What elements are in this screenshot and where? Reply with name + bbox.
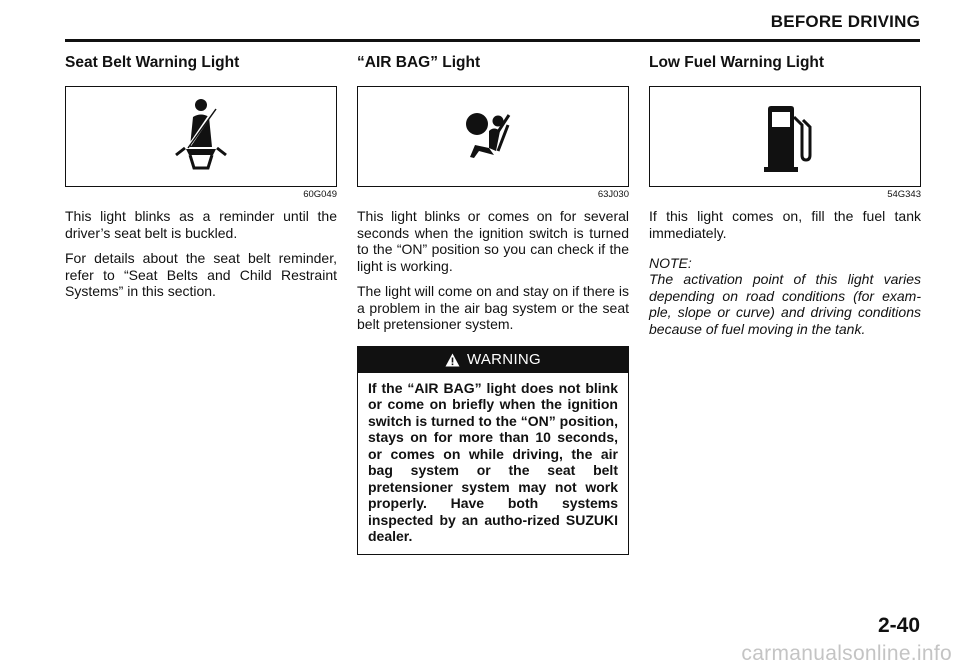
page-header-title: BEFORE DRIVING — [770, 12, 920, 31]
seatbelt-paragraph: For details about the seat belt reminder, refer to “Seat Belts and Child Restraint Systems” in this section. — [65, 250, 337, 299]
seatbelt-title: Seat Belt Warning Light — [65, 54, 240, 71]
fuel-title: Low Fuel Warning Light — [649, 54, 825, 71]
fuel-figure-code: 54G343 — [887, 189, 921, 200]
fuel-paragraph: If this light comes on, fill the fuel tank immediately. — [649, 208, 921, 241]
fuel-figure — [649, 86, 921, 187]
footer-watermark[interactable]: carmanualsonline.info — [741, 642, 952, 665]
seatbelt-figure — [65, 86, 337, 187]
warning-triangle-icon — [445, 353, 460, 367]
note-text: The activation point of this light varies depending on road conditions (for exam-ple, slope or curve) and driving conditions because of fuel moving in the tank. — [649, 271, 921, 337]
airbag-figure-code: 63J030 — [597, 189, 629, 200]
warning-text: If the “AIR BAG” light does not blink or come on briefly when the ignition switch is turned to the “ON” position, stays on for more than 10 seconds, or comes on while driving, the air bag system or the seat belt pretensioner system may not work properly. Have both systems inspected by an autho-rized SUZUKI dealer. — [368, 379, 618, 544]
warning-box — [357, 346, 629, 555]
seatbelt-figure-code: 60G049 — [303, 189, 337, 200]
warning-label: WARNING — [466, 351, 542, 368]
warning-header — [358, 347, 628, 373]
seatbelt-icon — [166, 95, 236, 175]
airbag-section — [357, 54, 629, 555]
seatbelt-paragraph: This light blinks as a reminder until the driver’s seat belt is buckled. — [65, 208, 337, 241]
airbag-paragraph: This light blinks or comes on for several seconds when the ignition switch is turned to the “ON” position so you can check if the light is working. — [357, 208, 629, 274]
airbag-icon — [458, 101, 528, 171]
fuel-section — [649, 54, 921, 337]
fuel-pump-icon — [750, 97, 820, 177]
page-number: 2-40 — [877, 614, 920, 637]
seatbelt-section — [65, 54, 337, 309]
airbag-title: “AIR BAG” Light — [357, 54, 481, 71]
airbag-paragraph: The light will come on and stay on if there is a problem in the air bag system or the seat belt pretensioner system. — [357, 283, 629, 332]
header-rule — [65, 39, 920, 42]
note-label: NOTE: — [649, 255, 692, 271]
airbag-figure — [357, 86, 629, 187]
